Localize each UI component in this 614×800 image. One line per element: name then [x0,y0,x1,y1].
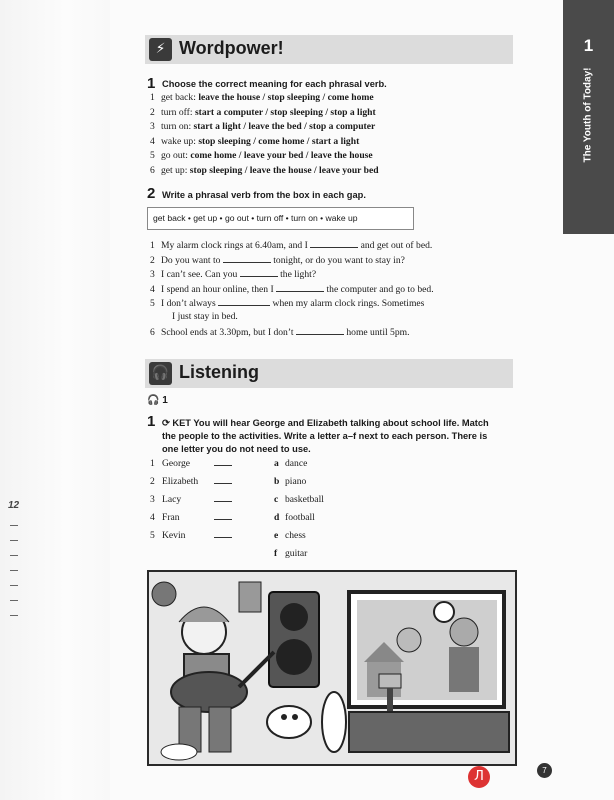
track-number: 1 [162,395,168,406]
phrasal-verb-item [150,136,359,147]
listening-header [145,359,513,388]
meaning-options[interactable]: stop sleeping / leave the house / leave your bed [189,165,379,176]
person-name: Lacy [162,494,182,505]
item-number: 2 [150,255,155,266]
answer-gap[interactable] [240,268,278,277]
phrasal-verb-item [150,92,374,103]
gap-fill-sentence [150,283,434,295]
meaning-options[interactable]: come home / leave your bed / leave the house [190,150,373,162]
chapter-number: 1 [583,36,594,55]
sentence-start: Do you want to [161,255,221,266]
wordpower-title: Wordpower! [179,38,284,58]
lightning-icon: ⚡ [149,38,172,61]
sentence-start: I just stay in bed. [172,311,238,322]
exercise-number: 1 [147,75,156,92]
item-number: 4 [150,135,155,147]
page-binding-shadow [0,0,110,800]
person-name: Kevin [162,530,186,541]
item-number: 1 [150,458,155,469]
activity-letter: c [274,494,279,505]
answer-gap[interactable] [276,283,324,292]
sentence-start: I don’t always [161,298,216,309]
meaning-options[interactable]: start a light / leave the bed / stop a computer [193,121,376,133]
answer-gap[interactable] [214,512,232,520]
answer-gap[interactable] [214,530,232,538]
person-name: George [162,458,191,469]
exercise-instruction: Choose the correct meaning for each phrasal verb. [162,79,387,89]
person-item [150,458,232,469]
item-number: 5 [150,530,155,541]
gap-fill-sentence [150,254,405,266]
activity-item [274,530,306,541]
phrasal-verb: wake up: [161,135,196,147]
margin-tick [10,555,18,556]
activity-item [274,476,306,487]
margin-tick [10,525,18,526]
item-number: 3 [150,269,155,280]
activity-item [274,548,307,559]
answer-gap[interactable] [214,476,232,484]
exercise-number: 1 [147,413,156,430]
meaning-options[interactable]: stop sleeping / come home / start a light [198,135,360,147]
instruction-line: the people to the activities. Write a letter a–f next to each person. There is [162,431,488,441]
sentence-end: home until 5pm. [346,327,410,338]
phrasal-verb: get up: [161,165,188,176]
person-item [150,476,232,487]
headphones-icon: 🎧 [147,395,160,406]
watermark-logo: Л [468,766,490,788]
margin-tick [10,600,18,601]
answer-gap[interactable] [296,326,344,335]
instruction-line: one letter you do not need to use. [162,444,311,454]
gap-fill-sentence [150,268,316,280]
margin-tick [10,540,18,541]
margin-tick [10,585,18,586]
activity-name: piano [285,476,307,487]
gap-fill-sentence [150,239,432,251]
phrasal-verb-item [150,121,375,132]
item-number: 6 [150,327,155,338]
word-box: get back • get up • go out • turn off • turn on • wake up [147,207,414,230]
illustration-boy-playing-guitar [147,570,517,766]
person-item [150,530,232,541]
person-name: Elizabeth [162,476,199,487]
activity-item [274,494,324,505]
item-number: 4 [150,284,155,295]
listening-title: Listening [179,362,259,382]
activity-item [274,458,307,469]
margin-tick [10,570,18,571]
activity-name: dance [285,458,308,469]
item-number: 3 [150,121,155,133]
item-number: 5 [150,150,155,162]
item-number: 4 [150,512,155,523]
sentence-start: School ends at 3.30pm, but I don’t [161,327,294,338]
meaning-options[interactable]: start a computer / stop sleeping / stop a light [194,106,376,118]
item-number: 5 [150,298,155,309]
left-margin-number: 12 [8,500,20,511]
answer-gap[interactable] [214,458,232,466]
activity-name: chess [285,530,306,541]
activity-name: guitar [285,548,308,559]
exercise-instruction [162,417,512,456]
gap-fill-sentence [150,297,424,309]
activity-name: football [285,512,315,523]
answer-gap[interactable] [218,297,270,306]
margin-tick [10,615,18,616]
exercise-number: 2 [147,185,156,202]
activity-letter: b [274,476,280,487]
activity-letter: e [274,530,279,541]
phrasal-verb: go out: [161,150,188,162]
person-name: Fran [162,512,180,523]
phrasal-verb-item [150,107,376,118]
exercise-instruction: Write a phrasal verb from the box in each gap. [162,190,366,200]
phrasal-verb: turn off: [161,106,193,118]
sentence-end: the computer and go to bed. [326,284,434,295]
item-number: 1 [150,240,155,251]
gap-fill-sentence [150,326,410,338]
instruction-line: You will hear George and Elizabeth talking about school life. Match [193,418,489,428]
phrasal-verb: get back: [161,92,196,103]
activity-letter: d [274,512,280,523]
gap-fill-sentence [161,311,238,322]
answer-gap[interactable] [214,494,232,502]
page-number: 7 [537,763,552,778]
answer-gap[interactable] [223,254,271,263]
sentence-end: tonight, or do you want to stay in? [273,255,405,266]
meaning-options[interactable]: leave the house / stop sleeping / come home [198,92,374,103]
person-item [150,512,232,523]
phrasal-verb-item [150,165,379,176]
sentence-end: the light? [280,269,317,280]
activity-item [274,512,315,523]
activity-letter: a [274,458,279,469]
item-number: 3 [150,494,155,505]
sentence-start: My alarm clock rings at 6.40am, and I [161,240,308,251]
item-number: 6 [150,165,155,176]
sentence-start: I spend an hour online, then I [161,284,274,295]
sentence-start: I can’t see. Can you [161,269,238,280]
activity-letter: f [274,548,278,559]
chapter-tab [563,0,614,234]
phrasal-verb: turn on: [161,121,192,133]
illustration-drawing [149,572,515,764]
audio-track [147,395,168,406]
item-number: 2 [150,476,155,487]
item-number: 2 [150,106,155,118]
phrasal-verb-item [150,150,373,161]
person-item [150,494,232,505]
left-margin-marks [8,500,28,616]
item-number: 1 [150,92,155,103]
sentence-end: and get out of bed. [360,240,433,251]
ket-icon: ⟳ [162,418,170,428]
chapter-title: The Youth of Today! [582,67,594,163]
activity-name: basketball [285,494,324,505]
ket-label: KET [172,418,191,428]
answer-gap[interactable] [310,239,358,248]
headphones-icon: 🎧 [149,362,172,385]
wordpower-header [145,35,513,64]
sentence-end: when my alarm clock rings. Sometimes [272,298,425,309]
